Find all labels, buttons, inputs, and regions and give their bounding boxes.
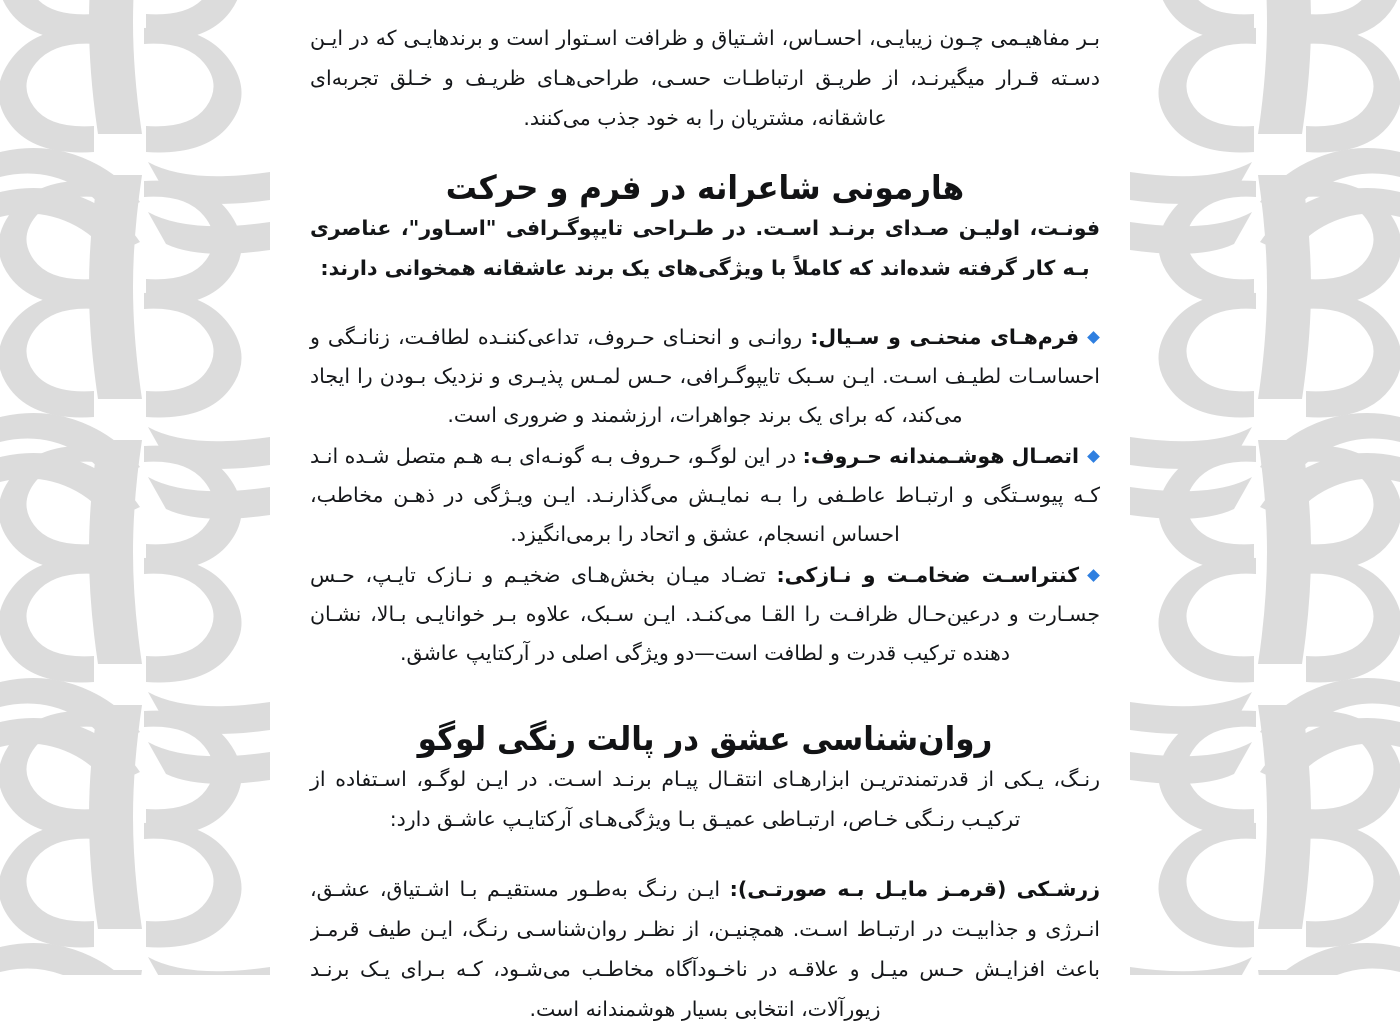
content-column	[310, 0, 1100, 1029]
color-entry-term: زرشـکی (قرمـز مایـل بـه صورتـی):	[729, 877, 1100, 901]
color-entry-paragraph	[310, 869, 1100, 1029]
list-item-term: کنتراسـت ضخامـت و نـازکی:	[776, 563, 1080, 587]
section-one-heading: هارمونی شاعرانه در فرم و حرکت	[445, 168, 965, 207]
list-item-text: روانـی و انحنـای حـروف، تداعی‌کننـده لطافـت، زنانـگی و احساسـات لطیـف اسـت. ایـن سـبک تایپوگـرافی، حـس لمـس پذیـری و نزدیک بـودن را ایجاد می‌کند، که برای یک برند جواهرات، ارزشمند و ضروری است.	[310, 325, 1100, 427]
list-item	[310, 318, 1100, 435]
typography-feature-list	[310, 318, 1100, 673]
section-one-intro: فونـت، اولیـن صـدای برنـد اسـت. در طـراحی تایپوگـرافی "اسـاور"، عناصری بـه کار گرفته شده‌اند که کاملاً با ویژگی‌های یک برند عاشقانه همخوانی دارند:	[310, 216, 1100, 280]
opening-paragraph: بـر مفاهیـمی چـون زیبایـی، احسـاس، اشـتیاق و ظرافت اسـتوار است و برندهایـی که در ایـن دسـته قـرار میگیرنـد، از طریـق ارتباطـات حسـی، طراحی‌هـای ظریـف و خـلق تجربه‌ای عاشقانه، مشتریان را به خود جذب می‌کنند.	[310, 26, 1100, 130]
gap-before-color-entry	[310, 839, 1100, 869]
diamond-bullet-icon	[1087, 450, 1100, 463]
gap-before-heading-one	[310, 138, 1100, 168]
list-item-text: در این لوگـو، حـروف بـه گونـه‌ای بـه هـم متصل شـده انـد کـه پیوسـتگی و ارتبـاط عاطـفی را بـه نمایـش می‌گذارنـد. ایـن ویـژگی در ذهـن مخاطب، احساس انسجام، عشق و اتحاد را برمی‌انگیزد.	[310, 444, 1100, 546]
diamond-bullet-icon	[1087, 331, 1100, 344]
top-spacer	[310, 0, 1100, 18]
diamond-bullet-icon	[1087, 569, 1100, 582]
section-two-intro: رنـگ، یـکی از قدرتمندتریـن ابزارهـای انتقـال پیـام برنـد اسـت. در ایـن لوگـو، اسـتفاده از ترکیـب رنـگی خـاص، ارتبـاطی عمیـق بـا ویژگی‌هـای آرکتایـپ عاشـق دارد:	[310, 767, 1100, 831]
gap-before-bullets	[310, 288, 1100, 318]
list-item	[310, 437, 1100, 554]
gap-before-heading-two	[310, 675, 1100, 719]
color-entry-text: ایـن رنـگ به‌طـور مستقیـم بـا اشـتیاق، عشـق، انـرژی و جذابیـت در ارتبـاط اسـت. همچنیـن، از نظـر روان‌شناسـی رنـگ، ایـن طیف قرمـز باعث افزایـش حـس میـل و علاقـه در ناخـودآگاه مخاطـب می‌شـود، کـه بـرای یـک برنـد زیورآلات، انتخابی بسیار هوشمندانه است.	[310, 877, 1100, 1021]
list-item	[310, 556, 1100, 673]
list-item-term: فرم‌هـای منحنـی و سـیال:	[810, 325, 1080, 349]
list-item-term: اتصـال هوشـمندانه حـروف:	[802, 444, 1079, 468]
list-item-text: تضـاد میـان بخش‌هـای ضخیـم و نـازک تایـپ، حـس جسـارت و درعین‌حـال ظرافـت را القـا می‌کنـد. ایـن سـبک، علاوه بـر خوانایـی بـالا، نشـان دهنده ترکیب قدرت و لطافت است—دو ویژگی اصلی در آرکتایپ عاشق.	[310, 563, 1100, 665]
section-two-heading: روان‌شناسی عشق در پالت رنگی لوگو	[417, 719, 993, 758]
